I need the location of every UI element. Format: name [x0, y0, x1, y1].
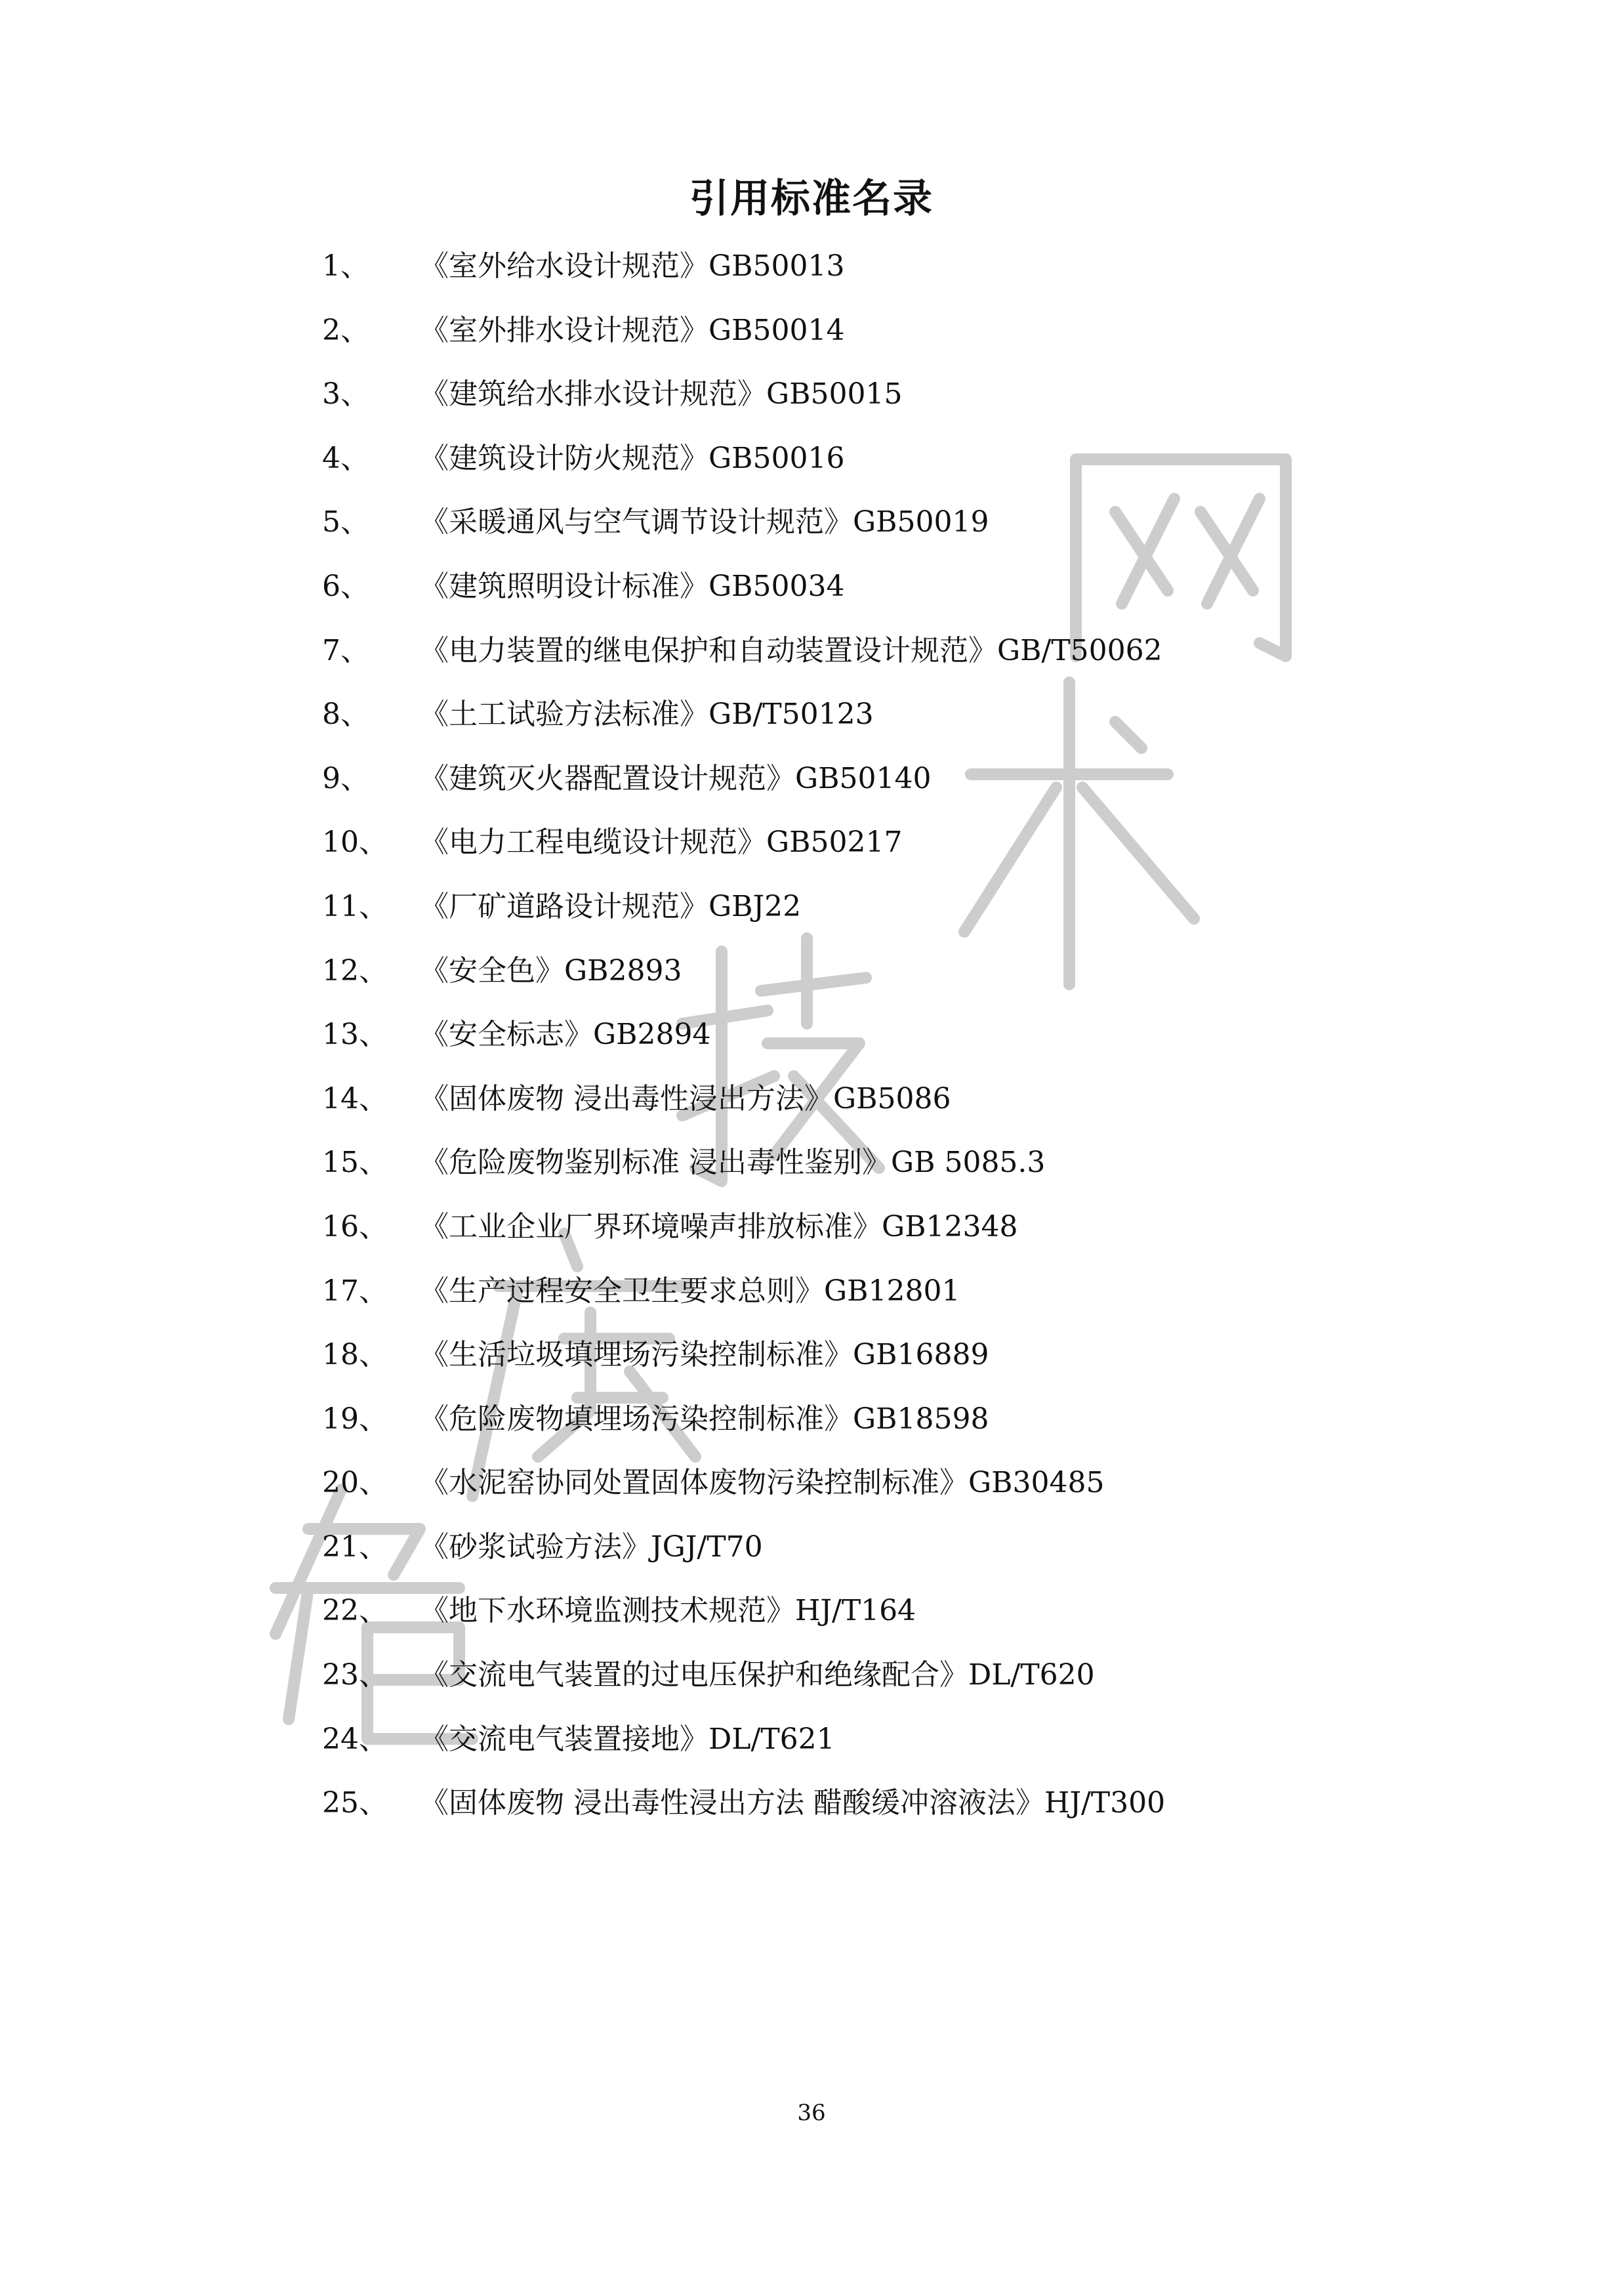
list-item-text: 《建筑设计防火规范》GB50016: [420, 441, 845, 475]
list-item-text: 《砂浆试验方法》JGJ/T70: [420, 1530, 763, 1564]
page-number: 36: [797, 2100, 826, 2126]
list-item: [0, 759, 1623, 824]
list-item-text: 《固体废物 浸出毒性浸出方法》GB5086: [420, 1081, 951, 1116]
list-item-number: 3、: [322, 377, 369, 411]
list-item: [0, 1528, 1623, 1592]
list-item-number: 2、: [322, 313, 369, 347]
list-item: [0, 1656, 1623, 1720]
list-item-number: 12、: [322, 953, 388, 988]
list-item: [0, 1015, 1623, 1079]
list-item-text: 《室外给水设计规范》GB50013: [420, 249, 845, 283]
list-item: [0, 631, 1623, 696]
list-item: [0, 1591, 1623, 1656]
list-item: [0, 951, 1623, 1016]
list-item-text: 《电力工程电缆设计规范》GB50217: [420, 825, 903, 860]
list-item-number: 5、: [322, 505, 369, 539]
list-item: [0, 887, 1623, 951]
list-item-text: 《生活垃圾填埋场污染控制标准》GB16889: [420, 1338, 989, 1372]
list-item: [0, 567, 1623, 631]
list-item-number: 22、: [322, 1594, 388, 1628]
list-item-number: 14、: [322, 1081, 388, 1116]
list-item-number: 24、: [322, 1722, 388, 1756]
list-item-text: 《土工试验方法标准》GB/T50123: [420, 698, 874, 732]
list-item-number: 4、: [322, 441, 369, 475]
list-item-number: 18、: [322, 1338, 388, 1372]
list-item-text: 《室外排水设计规范》GB50014: [420, 313, 845, 347]
list-item-text: 《危险废物填埋场污染控制标准》GB18598: [420, 1402, 989, 1436]
list-item: [0, 439, 1623, 503]
list-item-text: 《危险废物鉴别标准 浸出毒性鉴别》GB 5085.3: [420, 1146, 1046, 1180]
list-item: [0, 311, 1623, 375]
list-item-text: 《安全标志》GB2894: [420, 1018, 711, 1052]
list-item: [0, 695, 1623, 759]
list-item-number: 23、: [322, 1658, 388, 1692]
list-item-number: 15、: [322, 1146, 388, 1180]
list-item-text: 《地下水环境监测技术规范》HJ/T164: [420, 1594, 916, 1628]
page-title: 引用标准名录: [689, 176, 934, 222]
list-item-number: 16、: [322, 1209, 388, 1243]
list-item: [0, 1335, 1623, 1400]
list-item: [0, 1720, 1623, 1784]
list-item-text: 《交流电气装置接地》DL/T621: [420, 1722, 835, 1756]
list-item-number: 21、: [322, 1530, 388, 1564]
list-item-text: 《安全色》GB2893: [420, 953, 682, 988]
list-item: [0, 1143, 1623, 1207]
reference-list: [0, 247, 1623, 1848]
list-item: [0, 247, 1623, 311]
list-item-number: 17、: [322, 1274, 388, 1308]
list-item-number: 8、: [322, 698, 369, 732]
list-item-text: 《建筑给水排水设计规范》GB50015: [420, 377, 903, 411]
list-item-number: 6、: [322, 569, 369, 603]
list-item-text: 《工业企业厂界环境噪声排放标准》GB12348: [420, 1209, 1018, 1243]
list-item: [0, 1079, 1623, 1144]
list-item-text: 《厂矿道路设计规范》GBJ22: [420, 889, 802, 923]
list-item-text: 《建筑灭火器配置设计规范》GB50140: [420, 761, 932, 795]
list-item-text: 《固体废物 浸出毒性浸出方法 醋酸缓冲溶液法》HJ/T300: [420, 1786, 1166, 1820]
list-item: [0, 1400, 1623, 1464]
list-item: [0, 375, 1623, 439]
list-item-text: 《建筑照明设计标准》GB50034: [420, 569, 845, 603]
list-item-number: 19、: [322, 1402, 388, 1436]
list-item-text: 《采暖通风与空气调节设计规范》GB50019: [420, 505, 989, 539]
list-item-number: 13、: [322, 1018, 388, 1052]
list-item-text: 《电力装置的继电保护和自动装置设计规范》GB/T50062: [420, 633, 1162, 667]
list-item-number: 7、: [322, 633, 369, 667]
list-item-number: 20、: [322, 1466, 388, 1500]
list-item: [0, 823, 1623, 887]
list-item: [0, 1463, 1623, 1528]
list-item-number: 9、: [322, 761, 369, 795]
list-item-number: 1、: [322, 249, 369, 283]
list-item-text: 《水泥窑协同处置固体废物污染控制标准》GB30485: [420, 1466, 1105, 1500]
list-item-number: 25、: [322, 1786, 388, 1820]
list-item: [0, 1207, 1623, 1272]
list-item-number: 11、: [322, 889, 388, 923]
list-item-text: 《生产过程安全卫生要求总则》GB12801: [420, 1274, 960, 1308]
list-item: [0, 1272, 1623, 1336]
list-item-number: 10、: [322, 825, 388, 860]
list-item-text: 《交流电气装置的过电压保护和绝缘配合》DL/T620: [420, 1658, 1095, 1692]
list-item: [0, 1784, 1623, 1848]
list-item: [0, 503, 1623, 567]
